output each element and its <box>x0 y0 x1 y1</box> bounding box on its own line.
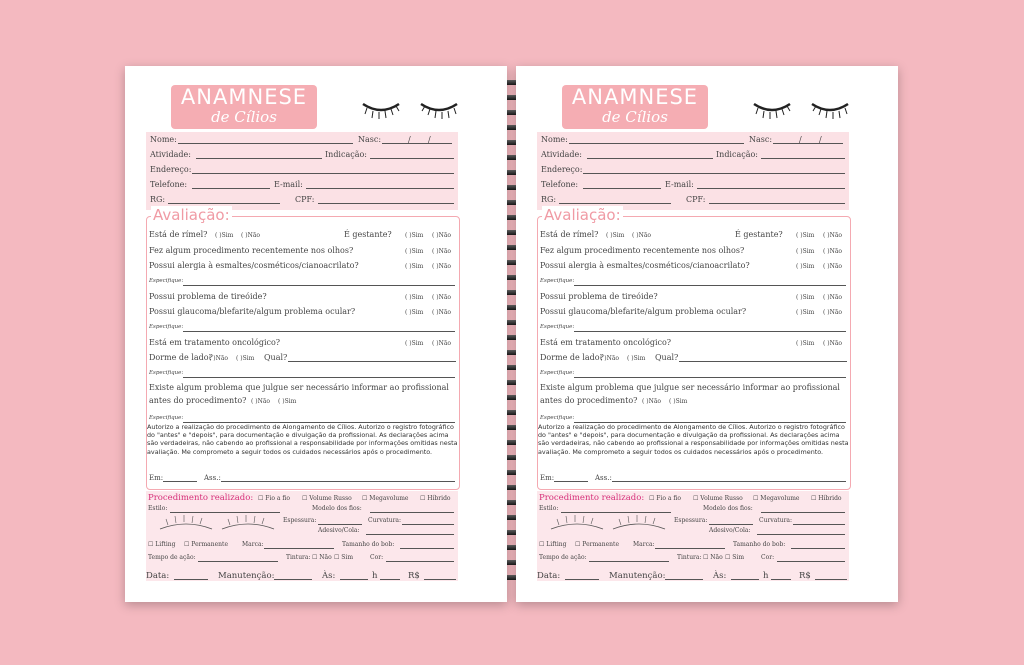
lash-map-icon <box>156 513 281 533</box>
nao-label: Não <box>319 554 332 561</box>
label-adesivo: Adesivo/Cola: <box>318 527 360 534</box>
option-sim[interactable]: ( )Sim <box>215 232 234 239</box>
label-rs: R$ <box>799 571 811 581</box>
question-gestante: É gestante? <box>344 230 392 239</box>
notebook-page-left <box>125 66 507 602</box>
rs-line[interactable] <box>424 571 456 580</box>
label-manutencao: Manutenção: <box>609 571 666 581</box>
marca-line[interactable] <box>264 540 334 549</box>
option-nao[interactable]: ( )Não <box>432 232 452 239</box>
authorization-text: Autorizo a realização do procedimento de Alongamento de Cílios. Autorizo o registro fotográfico do "antes" e "depois", para documentação e divulgação da profissional. As declarações acima são verdadeiras, não cabendo ao profissional a responsabilidade por informações omitidas nesta avaliação. Me comprometo a seguir todos os cuidados necessários após o procedimento. <box>147 423 458 456</box>
option-sim[interactable]: ( )Sim <box>796 232 815 239</box>
email-line[interactable] <box>306 180 454 189</box>
adesivo-line[interactable] <box>757 526 845 535</box>
label-espessura: Espessura: <box>674 517 708 524</box>
checkbox-fio[interactable]: ☐ Fio a fio <box>258 495 290 502</box>
lifting-label: Lifting <box>546 541 567 548</box>
option-sim[interactable]: ( )Sim <box>627 355 646 362</box>
cpf-line[interactable] <box>318 195 454 204</box>
checkbox-sim[interactable]: ☐ Sim <box>334 554 354 561</box>
especifique-line[interactable] <box>574 369 846 378</box>
lifting-label: Lifting <box>155 541 176 548</box>
question-dorme: Dorme de lado? <box>540 353 604 362</box>
estilo-line[interactable] <box>561 504 671 513</box>
question-rimel: Está de rímel? <box>540 230 599 239</box>
data-line[interactable] <box>174 571 208 580</box>
question-gestante: É gestante? <box>735 230 783 239</box>
question-procedimento: Fez algum procedimento recentemente nos olhos? <box>540 246 745 255</box>
estilo-line[interactable] <box>170 504 280 513</box>
indicacao-line[interactable] <box>370 150 454 159</box>
curvatura-line[interactable] <box>402 516 454 525</box>
as-line[interactable] <box>340 571 368 580</box>
h-line[interactable] <box>380 571 400 580</box>
label-email: E-mail: <box>274 180 303 189</box>
option-sim[interactable]: ( )Sim <box>405 309 424 316</box>
procedure-block <box>537 491 849 581</box>
option-nao[interactable]: ( )Não <box>432 263 452 270</box>
avaliacao-title: Avaliação: <box>153 206 230 224</box>
nao-label: Não <box>710 554 723 561</box>
tamanho-line[interactable] <box>400 540 454 549</box>
procedure-title: Procedimento realizado: <box>539 493 645 503</box>
question-tireoide: Possui problema de tireóide? <box>149 292 267 301</box>
option-nao[interactable]: ( )Não <box>823 294 843 301</box>
option-sim[interactable]: ( )Sim <box>796 309 815 316</box>
title-de-cilios: de Cílios <box>602 108 668 126</box>
question-qual: Qual? <box>655 353 679 362</box>
option-nao[interactable]: ( )Não <box>823 232 843 239</box>
label-tamanho-bob: Tamanho do bob: <box>342 541 395 548</box>
title-anamnese: ANAMNESE <box>180 85 308 109</box>
checkbox-nao[interactable]: ☐ Não <box>703 554 723 561</box>
procedure-title: Procedimento realizado: <box>148 493 254 503</box>
sim-label: Sim <box>341 554 354 561</box>
adesivo-line[interactable] <box>366 526 454 535</box>
nasc-line[interactable] <box>773 135 843 144</box>
nome-line[interactable] <box>569 135 744 144</box>
checkbox-lifting[interactable]: ☐ Lifting <box>539 541 567 548</box>
option-nao[interactable]: ( )Não <box>642 398 662 405</box>
label-modelo: Modelo dos fios: <box>703 505 753 512</box>
label-indicacao: Indicação: <box>325 150 368 159</box>
label-ass: Ass.: <box>204 474 221 482</box>
tempo-line[interactable] <box>198 553 278 562</box>
tempo-line[interactable] <box>589 553 669 562</box>
label-modelo: Modelo dos fios: <box>312 505 362 512</box>
label-estilo: Estilo: <box>148 505 168 512</box>
especifique-line[interactable] <box>574 414 846 423</box>
question-alergia: Possui alergia à esmaltes/cosméticos/cianoacrilato? <box>149 261 359 270</box>
cor-line[interactable] <box>777 553 845 562</box>
label-cpf: CPF: <box>295 195 315 204</box>
avaliacao-title: Avaliação: <box>544 206 621 224</box>
fio-label: Fio a fio <box>265 495 290 502</box>
nome-line[interactable] <box>178 135 353 144</box>
label-adesivo: Adesivo/Cola: <box>709 527 751 534</box>
label-as: Às: <box>322 571 336 581</box>
personal-info-block <box>537 132 849 210</box>
manutencao-line[interactable] <box>665 571 703 580</box>
data-line[interactable] <box>565 571 599 580</box>
label-cor: Cor: <box>761 554 775 561</box>
telefone-line[interactable] <box>192 180 270 189</box>
option-nao[interactable]: ( )Não <box>823 309 843 316</box>
question-alergia: Possui alergia à esmaltes/cosméticos/cianoacrilato? <box>540 261 750 270</box>
volume-label: Volume Russo <box>700 495 743 502</box>
especifique-label: Especifique: <box>149 370 184 376</box>
espessura-line[interactable] <box>318 516 362 525</box>
especifique-label: Especifique: <box>149 324 184 330</box>
especifique-line[interactable] <box>183 369 455 378</box>
option-sim[interactable]: ( )Sim <box>796 340 815 347</box>
label-tintura: Tintura: <box>677 554 702 561</box>
title-de-cilios: de Cílios <box>211 108 277 126</box>
question-rimel: Está de rímel? <box>149 230 208 239</box>
question-dorme: Dorme de lado? <box>149 353 213 362</box>
label-cpf: CPF: <box>686 195 706 204</box>
option-sim[interactable]: ( )Sim <box>669 398 688 405</box>
option-nao[interactable]: ( )Não <box>632 232 652 239</box>
especifique-line[interactable] <box>574 323 846 332</box>
date-slash: / <box>428 135 431 144</box>
em-line[interactable] <box>163 473 197 482</box>
option-sim[interactable]: ( )Sim <box>405 340 424 347</box>
question-glaucoma: Possui glaucoma/blefarite/algum problema ocular? <box>540 307 747 316</box>
label-tamanho-bob: Tamanho do bob: <box>733 541 786 548</box>
mega-label: Megavolume <box>369 495 409 502</box>
label-tempo: Tempo de ação: <box>539 554 587 561</box>
label-data: Data: <box>537 571 561 581</box>
label-curvatura: Curvatura: <box>368 517 402 524</box>
rg-line[interactable] <box>168 195 280 204</box>
label-rg: RG: <box>541 195 557 204</box>
authorization-text: Autorizo a realização do procedimento de Alongamento de Cílios. Autorizo o registro fotográfico do "antes" e "depois", para documentação e divulgação da profissional. As declarações acima são verdadeiras, não cabendo ao profissional a responsabilidade por informações omitidas nesta avaliação. Me comprometo a seguir todos os cuidados necessários após o procedimento. <box>538 423 849 456</box>
closed-eyes-icon <box>357 96 467 120</box>
checkbox-mega[interactable]: ☐ Megavolume <box>362 495 409 502</box>
label-tintura: Tintura: <box>286 554 311 561</box>
checkbox-fio[interactable]: ☐ Fio a fio <box>649 495 681 502</box>
nasc-line[interactable] <box>382 135 452 144</box>
label-em: Em: <box>149 474 164 482</box>
label-telefone: Telefone: <box>150 180 188 189</box>
cor-line[interactable] <box>386 553 454 562</box>
especifique-label: Especifique: <box>540 278 575 284</box>
checkbox-lifting[interactable]: ☐ Lifting <box>148 541 176 548</box>
option-nao[interactable]: ( )Não <box>251 398 271 405</box>
rg-line[interactable] <box>559 195 671 204</box>
checkbox-volume[interactable]: ☐ Volume Russo <box>302 495 352 502</box>
label-telefone: Telefone: <box>541 180 579 189</box>
option-nao[interactable]: ( )Não <box>241 232 261 239</box>
label-as: Às: <box>713 571 727 581</box>
question-procedimento: Fez algum procedimento recentemente nos olhos? <box>149 246 354 255</box>
label-h: h <box>372 571 378 581</box>
label-endereco: Endereço: <box>541 165 583 174</box>
fio-label: Fio a fio <box>656 495 681 502</box>
atividade-line[interactable] <box>587 150 713 159</box>
question-oncologico: Está em tratamento oncológico? <box>540 338 672 347</box>
label-ass: Ass.: <box>595 474 612 482</box>
label-data: Data: <box>146 571 170 581</box>
checkbox-nao[interactable]: ☐ Não <box>312 554 332 561</box>
modelo-line[interactable] <box>370 504 454 513</box>
label-rg: RG: <box>150 195 166 204</box>
option-nao[interactable]: ( )Não <box>432 248 452 255</box>
question-existe: Existe algum problema que julgue ser necessário informar ao profissional <box>540 383 840 392</box>
label-manutencao: Manutenção: <box>218 571 275 581</box>
question-qual: Qual? <box>264 353 288 362</box>
footer-row <box>146 571 458 585</box>
cpf-line[interactable] <box>709 195 845 204</box>
especifique-line[interactable] <box>183 323 455 332</box>
label-estilo: Estilo: <box>539 505 559 512</box>
option-sim[interactable]: ( )Sim <box>405 232 424 239</box>
question-oncologico: Está em tratamento oncológico? <box>149 338 281 347</box>
checkbox-permanente[interactable]: ☐ Permanente <box>184 541 228 548</box>
title-box <box>171 85 317 129</box>
option-nao[interactable]: ( )Não <box>209 355 229 362</box>
tamanho-line[interactable] <box>791 540 845 549</box>
label-indicacao: Indicação: <box>716 150 759 159</box>
sim-label: Sim <box>732 554 745 561</box>
personal-info-block <box>146 132 458 210</box>
question-existe-cont: antes do procedimento? <box>540 396 638 405</box>
especifique-label: Especifique: <box>540 324 575 330</box>
checkbox-mega[interactable]: ☐ Megavolume <box>753 495 800 502</box>
ass-line[interactable] <box>221 473 455 482</box>
question-existe: Existe algum problema que julgue ser necessário informar ao profissional <box>149 383 449 392</box>
date-slash: / <box>799 135 802 144</box>
title-box <box>562 85 708 129</box>
option-sim[interactable]: ( )Sim <box>405 263 424 270</box>
h-line[interactable] <box>771 571 791 580</box>
option-sim[interactable]: ( )Sim <box>796 263 815 270</box>
option-nao[interactable]: ( )Não <box>823 248 843 255</box>
especifique-line[interactable] <box>183 414 455 423</box>
label-curvatura: Curvatura: <box>759 517 793 524</box>
procedure-block <box>146 491 458 581</box>
especifique-label: Especifique: <box>149 278 184 284</box>
label-nasc: Nasc: <box>749 135 773 144</box>
as-line[interactable] <box>731 571 759 580</box>
permanente-label: Permanente <box>191 541 228 548</box>
option-sim[interactable]: ( )Sim <box>796 248 815 255</box>
checkbox-permanente[interactable]: ☐ Permanente <box>575 541 619 548</box>
option-nao[interactable]: ( )Não <box>432 309 452 316</box>
modelo-line[interactable] <box>761 504 845 513</box>
option-sim[interactable]: ( )Sim <box>405 248 424 255</box>
qual-line[interactable] <box>679 353 847 362</box>
permanente-label: Permanente <box>582 541 619 548</box>
curvatura-line[interactable] <box>793 516 845 525</box>
label-marca: Marca: <box>242 541 264 548</box>
volume-label: Volume Russo <box>309 495 352 502</box>
ass-line[interactable] <box>612 473 846 482</box>
label-nome: Nome: <box>150 135 177 144</box>
label-endereco: Endereço: <box>150 165 192 174</box>
indicacao-line[interactable] <box>761 150 845 159</box>
question-glaucoma: Possui glaucoma/blefarite/algum problema ocular? <box>149 307 356 316</box>
atividade-line[interactable] <box>196 150 322 159</box>
option-nao[interactable]: ( )Não <box>823 263 843 270</box>
option-sim[interactable]: ( )Sim <box>405 294 424 301</box>
title-anamnese: ANAMNESE <box>571 85 699 109</box>
email-line[interactable] <box>697 180 845 189</box>
label-atividade: Atividade: <box>541 150 582 159</box>
notebook-page-right <box>516 66 898 602</box>
option-sim[interactable]: ( )Sim <box>796 294 815 301</box>
option-nao[interactable]: ( )Não <box>432 340 452 347</box>
especifique-line[interactable] <box>183 277 455 286</box>
endereco-line[interactable] <box>192 165 454 174</box>
label-espessura: Espessura: <box>283 517 317 524</box>
especifique-label: Especifique: <box>540 415 575 421</box>
mega-label: Megavolume <box>760 495 800 502</box>
label-nome: Nome: <box>541 135 568 144</box>
label-marca: Marca: <box>633 541 655 548</box>
especifique-label: Especifique: <box>540 370 575 376</box>
option-nao[interactable]: ( )Não <box>600 355 620 362</box>
marca-line[interactable] <box>655 540 725 549</box>
especifique-label: Especifique: <box>149 415 184 421</box>
qual-line[interactable] <box>288 353 456 362</box>
date-slash: / <box>408 135 411 144</box>
date-slash: / <box>819 135 822 144</box>
label-em: Em: <box>540 474 555 482</box>
option-nao[interactable]: ( )Não <box>823 340 843 347</box>
label-cor: Cor: <box>370 554 384 561</box>
telefone-line[interactable] <box>583 180 661 189</box>
label-rs: R$ <box>408 571 420 581</box>
question-tireoide: Possui problema de tireóide? <box>540 292 658 301</box>
label-tempo: Tempo de ação: <box>148 554 196 561</box>
em-line[interactable] <box>554 473 588 482</box>
hibrido-label: Híbrido <box>427 495 451 502</box>
checkbox-volume[interactable]: ☐ Volume Russo <box>693 495 743 502</box>
checkbox-hibrido[interactable]: ☐ Híbrido <box>811 495 842 502</box>
option-nao[interactable]: ( )Não <box>432 294 452 301</box>
option-sim[interactable]: ( )Sim <box>606 232 625 239</box>
rs-line[interactable] <box>815 571 847 580</box>
label-email: E-mail: <box>665 180 694 189</box>
label-nasc: Nasc: <box>358 135 382 144</box>
lash-map-icon <box>547 513 672 533</box>
endereco-line[interactable] <box>583 165 845 174</box>
option-sim[interactable]: ( )Sim <box>278 398 297 405</box>
especifique-line[interactable] <box>574 277 846 286</box>
checkbox-hibrido[interactable]: ☐ Híbrido <box>420 495 451 502</box>
option-sim[interactable]: ( )Sim <box>236 355 255 362</box>
question-existe-cont: antes do procedimento? <box>149 396 247 405</box>
closed-eyes-icon <box>748 96 858 120</box>
footer-row <box>537 571 849 585</box>
espessura-line[interactable] <box>709 516 753 525</box>
checkbox-sim[interactable]: ☐ Sim <box>725 554 745 561</box>
manutencao-line[interactable] <box>274 571 312 580</box>
label-h: h <box>763 571 769 581</box>
label-atividade: Atividade: <box>150 150 191 159</box>
hibrido-label: Híbrido <box>818 495 842 502</box>
